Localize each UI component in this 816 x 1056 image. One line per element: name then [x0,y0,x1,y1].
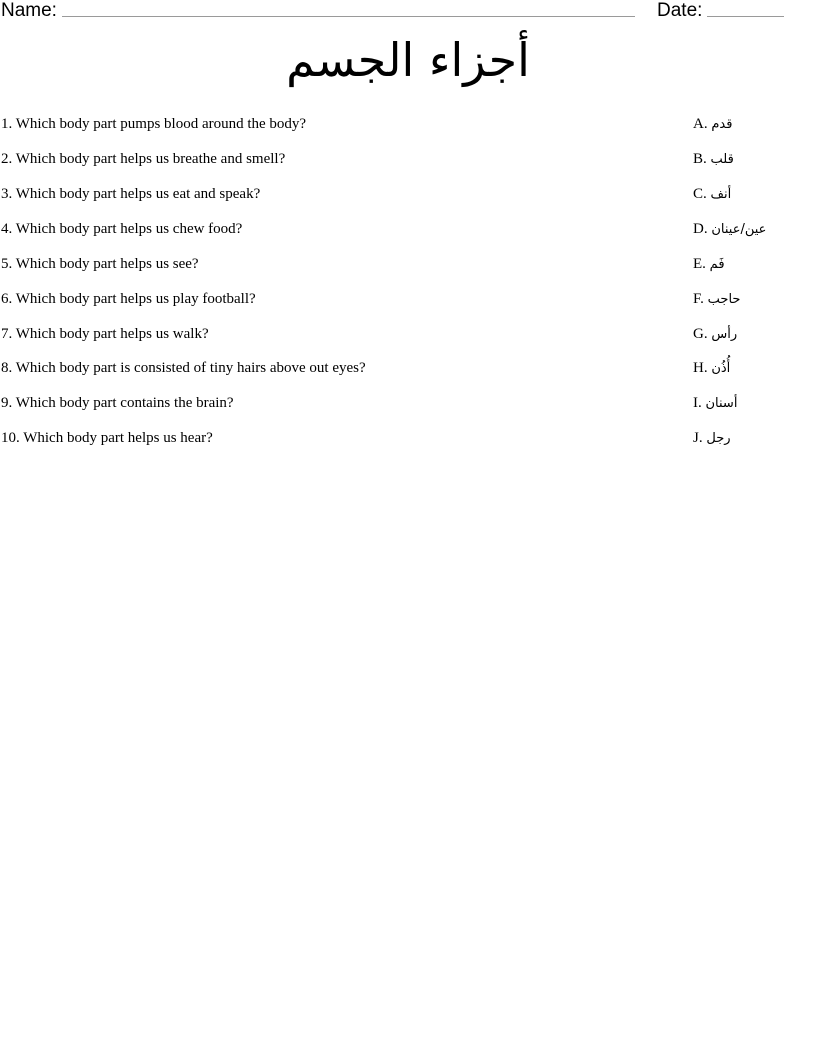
answer-word: فَم [709,257,725,272]
answer-d [693,219,766,240]
answer-letter: G. [693,326,708,342]
question-5: 5. Which body part helps us see? [1,256,199,272]
answer-letter: E. [693,256,706,272]
question-7: 7. Which body part helps us walk? [1,326,209,342]
name-label: Name: [1,0,57,21]
answer-word: رأس [711,327,738,342]
answer-e [693,254,725,275]
question-9: 9. Which body part contains the brain? [1,395,234,411]
answer-letter: F. [693,291,704,307]
name-blank-line [62,16,635,17]
question-10: 10. Which body part helps us hear? [1,430,213,446]
question-2: 2. Which body part helps us breathe and smell? [1,151,286,167]
answer-word: عين/عينان [711,222,767,237]
answer-f [693,289,740,310]
date-blank-line [707,16,784,17]
answer-letter: A. [693,116,708,132]
answer-h [693,358,730,379]
answer-word: أُذُن [711,361,731,376]
answer-word: رجل [706,431,731,446]
answer-letter: H. [693,360,708,376]
answer-c [693,184,731,205]
answer-b [693,149,734,170]
answer-letter: B. [693,151,707,167]
answer-a [693,114,732,135]
question-8: 8. Which body part is consisted of tiny hairs above out eyes? [1,360,366,376]
page-title: أجزاء الجسم [286,33,530,87]
answer-letter: C. [693,186,707,202]
answer-letter: D. [693,221,708,237]
question-6: 6. Which body part helps us play football? [1,291,256,307]
answer-word: قلب [710,152,734,167]
question-4: 4. Which body part helps us chew food? [1,221,243,237]
header [0,0,816,22]
answer-word: أسنان [705,396,738,411]
answer-g [693,324,737,345]
answer-letter: J. [693,430,703,446]
answer-i [693,393,737,414]
answer-word: قدم [711,117,733,132]
question-3: 3. Which body part helps us eat and speak? [1,186,261,202]
question-1: 1. Which body part pumps blood around the body? [1,116,307,132]
answer-letter: I. [693,395,702,411]
answer-word: حاجب [707,292,741,307]
answer-j [693,428,731,449]
date-label: Date: [657,0,703,21]
answer-word: أنف [710,187,732,202]
